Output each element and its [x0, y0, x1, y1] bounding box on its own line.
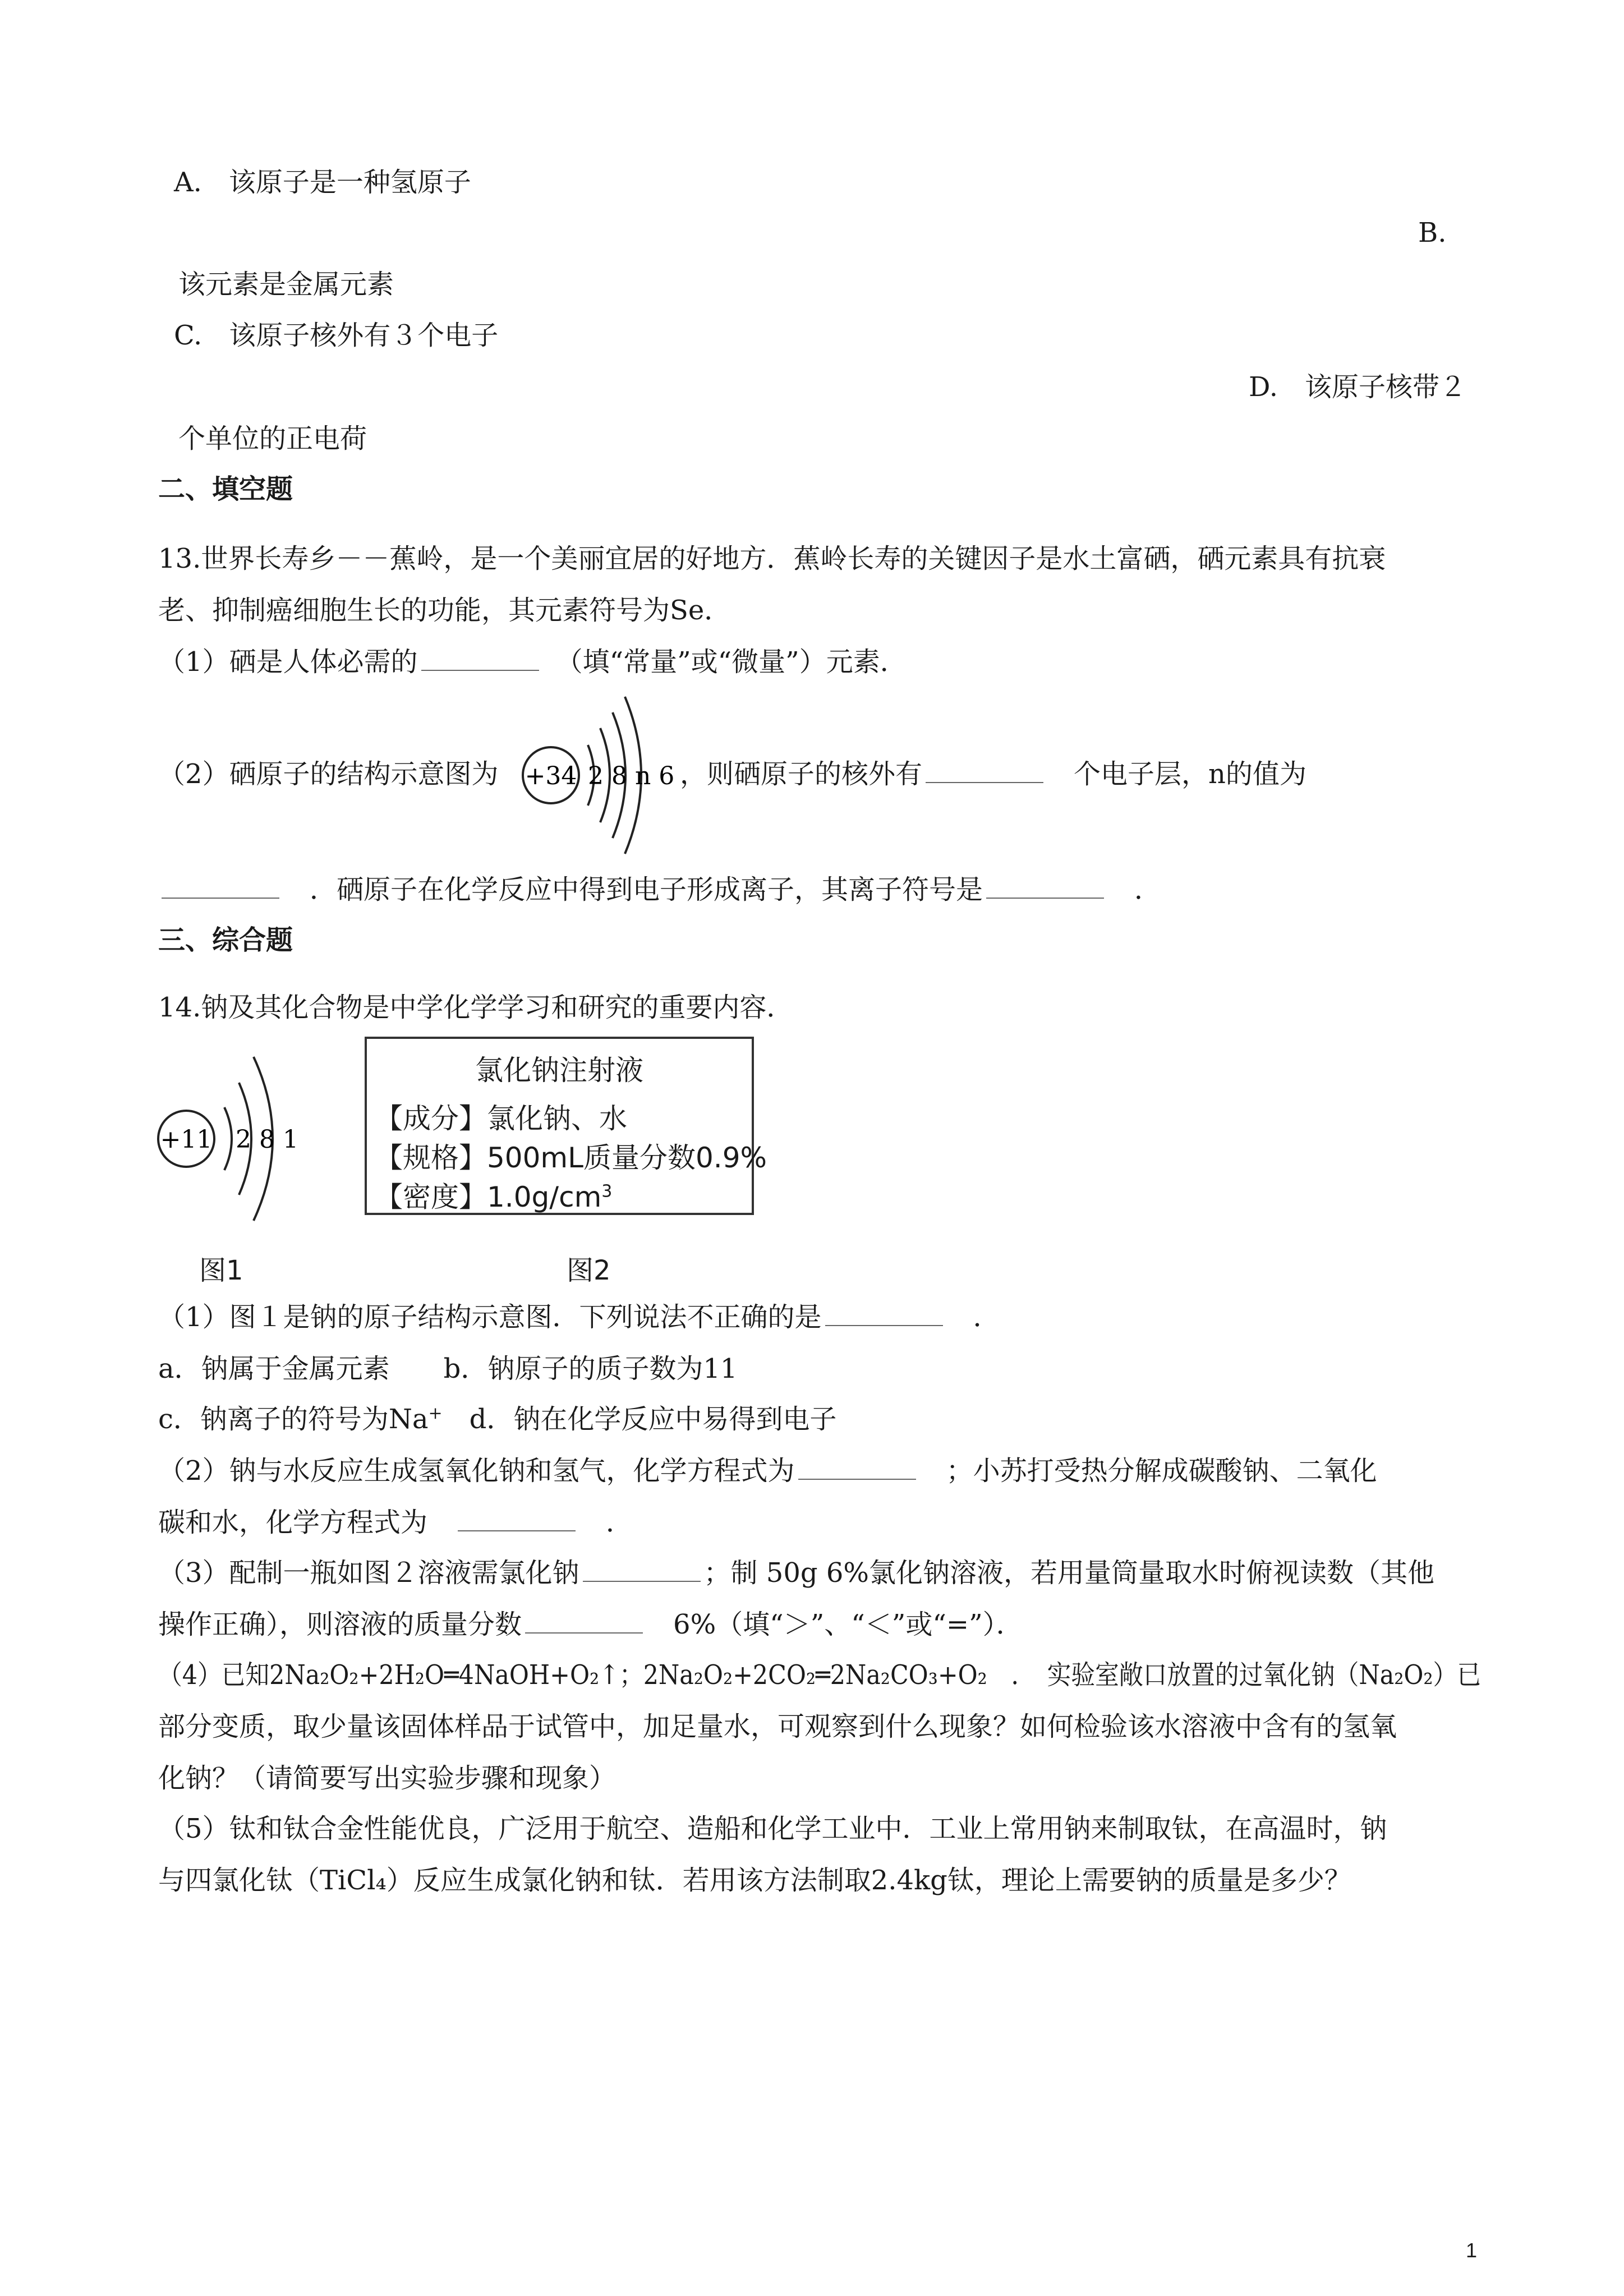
q14-part3-line2 — [158, 1608, 1023, 1641]
answer-blank[interactable] — [421, 645, 539, 671]
answer-blank[interactable] — [162, 873, 279, 899]
q14-option-c-text: c．钠离子的符号为Na — [158, 1404, 429, 1435]
q14-part3-line1 — [158, 1556, 1434, 1590]
se-shell-electrons: 2 8 n 6 — [588, 762, 675, 790]
q13-part2-end: ． — [1134, 874, 1162, 905]
q14-options-cd — [158, 1402, 836, 1436]
q14-part4-line3: 化钠？（请简要写出实验步骤和现象） — [158, 1763, 617, 1794]
saline-label-density — [375, 1175, 612, 1215]
option-c: C. 该原子核外有３个电子 — [174, 320, 499, 351]
saline-label-spec: 【规格】500mL质量分数0.9% — [375, 1142, 767, 1174]
q14-part1-end: ． — [973, 1301, 1000, 1333]
q14-part2-line1 — [158, 1454, 1377, 1488]
q14-stem: 14.钠及其化合物是中学化学学习和研究的重要内容． — [158, 992, 794, 1023]
na-nucleus-label: +11 — [160, 1125, 213, 1154]
answer-blank[interactable] — [458, 1506, 576, 1531]
saline-label-composition: 【成分】氯化钠、水 — [375, 1102, 627, 1135]
q13-part1-prefix: （1）硒是人体必需的 — [158, 646, 418, 678]
q13-part1-suffix: （填“常量”或“微量”）元素． — [569, 646, 907, 678]
section-heading-fill-blank: 二、填空题 — [158, 473, 293, 505]
saline-label-density-text: 【密度】1.0g/cm — [375, 1181, 602, 1213]
q14-option-d-text: d．钠在化学反应中易得到电子 — [442, 1404, 837, 1435]
q14-part5-line2: 与四氯化钛（TiCl₄）反应生成氯化钠和钛．若用该方法制取2.4kg钛，理论上需要钠的质量是多少？ — [158, 1865, 1351, 1896]
saline-label-density-exponent: 3 — [601, 1181, 613, 1202]
q14-part2-line2-text: 碳和水，化学方程式为 — [158, 1507, 428, 1538]
na-shell-electrons: 2 8 1 — [236, 1125, 298, 1154]
q14-part4-line1: （4）已知2Na₂O₂+2H₂O═4NaOH+O₂↑；2Na₂O₂+2CO₂═2Na₂CO₃+O₂ ． 实验室敞口放置的过氧化钠（Na₂O₂）已 — [158, 1659, 1482, 1691]
q13-stem-line2: 老、抑制癌细胞生长的功能，其元素符号为Se． — [158, 595, 732, 626]
q13-part2-line2 — [158, 873, 1161, 907]
q14-part2-line2-end: ． — [606, 1507, 633, 1538]
q13-part1 — [158, 645, 907, 679]
na-shell-1 — [224, 1107, 232, 1170]
selenium-atom-diagram — [516, 689, 696, 857]
q13-part2-middle-text: ，则硒原子的核外有 — [680, 758, 923, 790]
q13-stem-line1: 13.世界长寿乡－－蕉岭，是一个美丽宜居的好地方．蕉岭长寿的关键因子是水土富硒，硒元素具有抗衰 — [158, 543, 1386, 574]
option-a: A. 该原子是一种氢原子 — [174, 167, 471, 198]
q14-options-ab: a．钠属于金属元素 b．钠原子的质子数为11 — [158, 1353, 738, 1384]
q14-part3-line2-text: 操作正确），则溶液的质量分数 — [158, 1609, 522, 1640]
answer-blank[interactable] — [798, 1454, 916, 1480]
saline-label-title: 氯化钠注射液 — [475, 1054, 643, 1087]
saline-label-box — [365, 1037, 767, 1215]
option-b-text: 该元素是金属元素 — [178, 269, 394, 300]
section-heading-comprehensive: 三、综合题 — [158, 924, 293, 956]
figure-1-caption: 图1 — [199, 1255, 243, 1286]
q14-part2-line2 — [158, 1506, 633, 1539]
q14-part5-line1: （5）钛和钛合金性能优良，广泛用于航空、造船和化学工业中．工业上常用钠来制取钛，在高温时，钠 — [158, 1813, 1387, 1844]
sodium-atom-diagram — [151, 1038, 320, 1223]
figure-2-caption: 图2 — [567, 1255, 611, 1286]
answer-blank[interactable] — [825, 1300, 943, 1326]
q14-part3-line2-end: 6%（填“＞”、“＜”或“=”）． — [673, 1609, 1023, 1640]
q14-part3-prefix: （3）配制一瓶如图２溶液需氯化钠 — [158, 1557, 579, 1589]
option-d-text: 个单位的正电荷 — [178, 423, 367, 454]
answer-blank[interactable] — [525, 1608, 643, 1634]
q14-part2-prefix: （2）钠与水反应生成氢氧化钠和氢气，化学方程式为 — [158, 1455, 795, 1487]
q13-part2-after-text: 个电子层，n的值为 — [1074, 758, 1306, 790]
option-b-label: B. — [1418, 217, 1447, 249]
option-d-label: D. 该原子核带２ — [1249, 371, 1467, 403]
q13-part2-line2-text: ．硒原子在化学反应中得到电子形成离子，其离子符号是 — [310, 874, 983, 905]
answer-blank[interactable] — [986, 873, 1104, 899]
q14-part2-suffix: ；小苏打受热分解成碳酸钠、二氧化 — [946, 1455, 1377, 1487]
q14-option-c-charge: + — [428, 1404, 443, 1423]
answer-blank[interactable] — [583, 1556, 701, 1582]
page-number: 1 — [1465, 2239, 1477, 2262]
q14-part1 — [158, 1300, 1000, 1334]
q14-part1-text: （1）图１是钠的原子结构示意图．下列说法不正确的是 — [158, 1301, 822, 1333]
answer-blank[interactable] — [926, 757, 1043, 783]
q14-part4-line2: 部分变质，取少量该固体样品于试管中，加足量水，可观察到什么现象？如何检验该水溶液中含有的氢氧 — [158, 1711, 1397, 1742]
q13-part2-mid — [680, 757, 1306, 791]
q14-part3-suffix: ；制 50g 6%氯化钠溶液，若用量筒量取水时俯视读数（其他 — [703, 1557, 1435, 1589]
se-nucleus-label: +34 — [525, 762, 577, 790]
q13-part2-prefix: （2）硒原子的结构示意图为 — [158, 758, 499, 790]
